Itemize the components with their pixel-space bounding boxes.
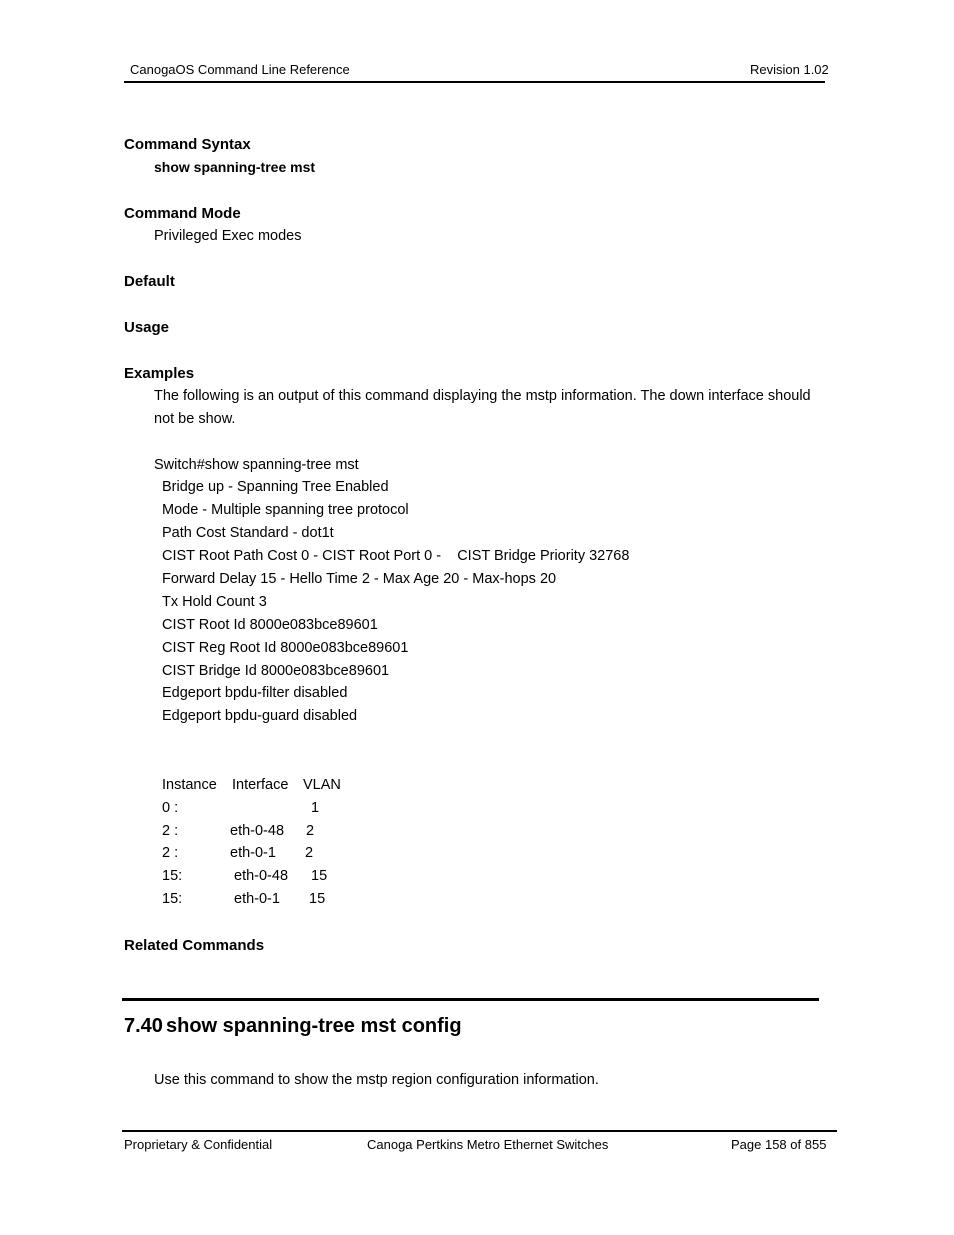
cli-output-line: CIST Root Id 8000e083bce89601	[162, 617, 378, 633]
cli-output-line: Path Cost Standard - dot1t	[162, 525, 334, 541]
table-cell-interface: eth-0-48	[234, 868, 289, 884]
table-cell-instance: 2 :	[162, 823, 179, 839]
table-cell-interface: eth-0-48	[230, 823, 285, 839]
section-number: 7.40	[124, 1015, 163, 1037]
header-rule	[124, 81, 825, 83]
section-intro: Use this command to show the mstp region configuration information.	[154, 1072, 599, 1088]
cli-output-line: CIST Root Path Cost 0 - CIST Root Port 0 - CIST Bridge Priority 32768	[162, 548, 630, 564]
cli-output-line: Mode - Multiple spanning tree protocol	[162, 502, 409, 518]
footer-page-number: Page 158 of 855	[731, 1137, 827, 1152]
table-cell-vlan: 2	[306, 823, 315, 839]
table-cell-vlan: 2	[305, 845, 314, 861]
cli-output-line: Forward Delay 15 - Hello Time 2 - Max Age 20 - Max-hops 20	[162, 571, 557, 587]
footer-product: Canoga Pertkins Metro Ethernet Switches	[367, 1137, 609, 1152]
default-heading: Default	[124, 273, 175, 290]
related-commands-heading: Related Commands	[124, 937, 265, 954]
cli-output-line: Edgeport bpdu-guard disabled	[162, 708, 358, 724]
command-syntax-heading: Command Syntax	[124, 136, 251, 153]
footer-confidential: Proprietary & Confidential	[124, 1137, 273, 1152]
table-header-interface: Interface	[232, 777, 289, 793]
command-syntax-value: show spanning-tree mst	[154, 159, 316, 175]
examples-heading: Examples	[124, 365, 195, 382]
header-title: CanogaOS Command Line Reference	[130, 62, 350, 77]
cli-output-line: CIST Bridge Id 8000e083bce89601	[162, 663, 390, 679]
table-cell-interface: eth-0-1	[230, 845, 276, 861]
table-cell-vlan: 1	[311, 800, 320, 816]
command-mode-value: Privileged Exec modes	[154, 228, 302, 244]
footer-rule	[122, 1130, 837, 1132]
usage-heading: Usage	[124, 319, 170, 336]
section-title: show spanning-tree mst config	[166, 1015, 462, 1037]
table-cell-instance: 15:	[162, 868, 183, 884]
table-cell-vlan: 15	[309, 891, 326, 907]
table-cell-instance: 0 :	[162, 800, 179, 816]
header-revision: Revision 1.02	[750, 62, 829, 77]
cli-prompt: Switch#show spanning-tree mst	[154, 457, 359, 473]
table-header-instance: Instance	[162, 777, 217, 793]
examples-description-line-2: not be show.	[154, 411, 236, 427]
command-mode-heading: Command Mode	[124, 205, 241, 222]
section-rule	[122, 998, 819, 1001]
cli-output-line: Bridge up - Spanning Tree Enabled	[162, 479, 389, 495]
table-header-vlan: VLAN	[303, 777, 341, 793]
cli-output-line: CIST Reg Root Id 8000e083bce89601	[162, 640, 409, 656]
table-cell-vlan: 15	[311, 868, 328, 884]
cli-output-line: Edgeport bpdu-filter disabled	[162, 685, 348, 701]
table-cell-instance: 2 :	[162, 845, 179, 861]
table-cell-instance: 15:	[162, 891, 183, 907]
table-cell-interface: eth-0-1	[234, 891, 280, 907]
cli-output-line: Tx Hold Count 3	[162, 594, 267, 610]
examples-description-line-1: The following is an output of this command displaying the mstp information. The down interface should	[154, 388, 811, 404]
